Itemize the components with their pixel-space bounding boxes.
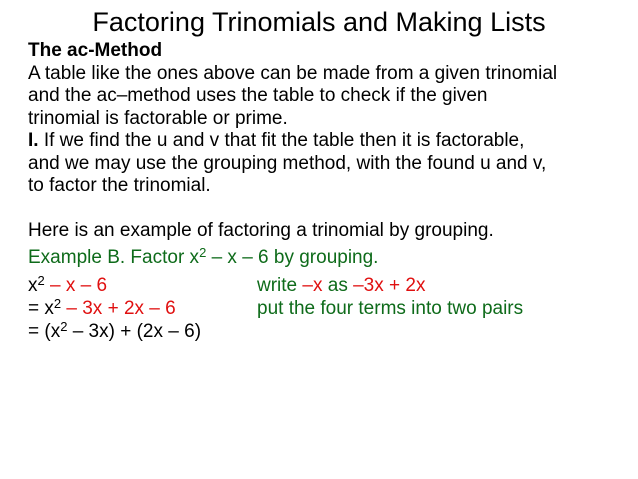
- slide-title: Factoring Trinomials and Making Lists: [92, 7, 546, 37]
- row1-exponent: 2: [37, 273, 45, 288]
- row2-a: = x: [28, 298, 54, 319]
- example-prefix: Example B. Factor x: [28, 246, 200, 268]
- row1-note-red1: –x: [302, 275, 323, 296]
- intro-text: Here is an example of factoring a trinomial by grouping.: [28, 220, 494, 241]
- point1-line: to factor the trinomial.: [28, 175, 211, 196]
- example-suffix: – x – 6 by grouping.: [206, 246, 379, 268]
- slide-body: [28, 40, 628, 365]
- row1-a: x: [28, 275, 38, 296]
- row2-exponent: 2: [53, 296, 62, 311]
- section-heading: The ac-Method: [28, 40, 163, 61]
- work-row-1: [28, 275, 107, 298]
- row1-note-mid: as: [322, 275, 354, 296]
- row1-note-red2: –3x + 2x: [353, 275, 426, 296]
- point1-line: [28, 130, 628, 153]
- point1-text: If we find the u and v that fit the table then it is factorable,: [38, 130, 525, 151]
- point1-label: I.: [28, 130, 39, 151]
- row3-exponent: 2: [60, 319, 68, 334]
- paragraph1-line: A table like the ones above can be made from a given trinomial: [28, 62, 558, 84]
- row3-b: – 3x) + (2x – 6): [67, 321, 202, 342]
- spacer: [28, 198, 628, 221]
- row1-b: – x – 6: [44, 275, 108, 296]
- row1-note: [257, 275, 425, 298]
- paragraph1-line: trinomial is factorable or prime.: [28, 107, 288, 129]
- row2-b: – 3x + 2x – 6: [61, 298, 176, 319]
- point1-line: and we may use the grouping method, with the found u and v,: [28, 152, 547, 174]
- paragraph1-line: and the ac–method uses the table to check if the given: [28, 85, 488, 106]
- example-statement: [28, 244, 628, 270]
- row2-note: put the four terms into two pairs: [257, 298, 524, 319]
- worked-solution: [28, 275, 628, 365]
- work-row-2: [28, 298, 176, 321]
- example-exponent: 2: [199, 244, 207, 260]
- row3-a: = (x: [28, 321, 61, 342]
- work-row-3: [28, 321, 201, 344]
- row1-note-prefix: write: [257, 275, 303, 296]
